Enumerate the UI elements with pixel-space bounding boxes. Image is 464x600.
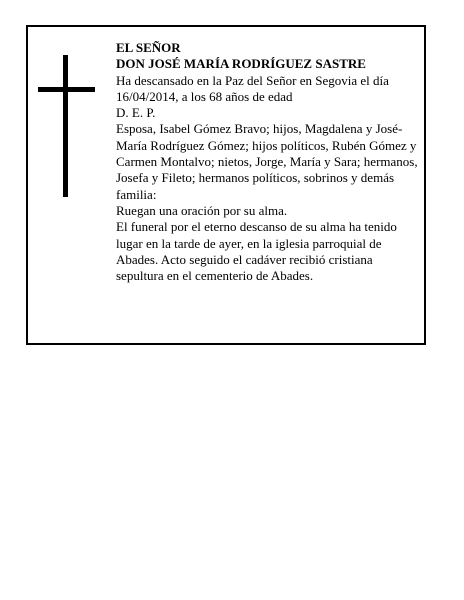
- cross-icon: [38, 55, 98, 200]
- notice-text: [116, 40, 422, 284]
- cross-horizontal-bar: [38, 87, 95, 92]
- funeral-details: El funeral por el eterno descanso de su alma ha tenido lugar en la tarde de ayer, en la iglesia parroquial de Abades. Acto seguido el cadáver recibió cristiana sepultura en el cementerio de Abades.: [116, 219, 397, 284]
- deceased-name: DON JOSÉ MARÍA RODRÍGUEZ SASTRE: [116, 56, 366, 72]
- prayer-request: Ruegan una oración por su alma.: [116, 202, 288, 218]
- obituary-notice: [26, 25, 426, 345]
- family-list: Esposa, Isabel Gómez Bravo; hijos, Magdalena y José-María Rodríguez Gómez; hijos políticos, Rubén Gómez y Carmen Montalvo; nietos, Jorge, María y Sara; hermanos, Josefa y Fileto; hermanos políticos, sobrinos y demás familia:: [116, 121, 418, 202]
- cross-vertical-bar: [63, 55, 68, 197]
- rip-abbreviation: D. E. P.: [116, 105, 156, 121]
- death-statement: Ha descansado en la Paz del Señor en Segovia el día 16/04/2014, a los 68 años de edad: [116, 72, 389, 104]
- notice-title: EL SEÑOR: [116, 40, 181, 55]
